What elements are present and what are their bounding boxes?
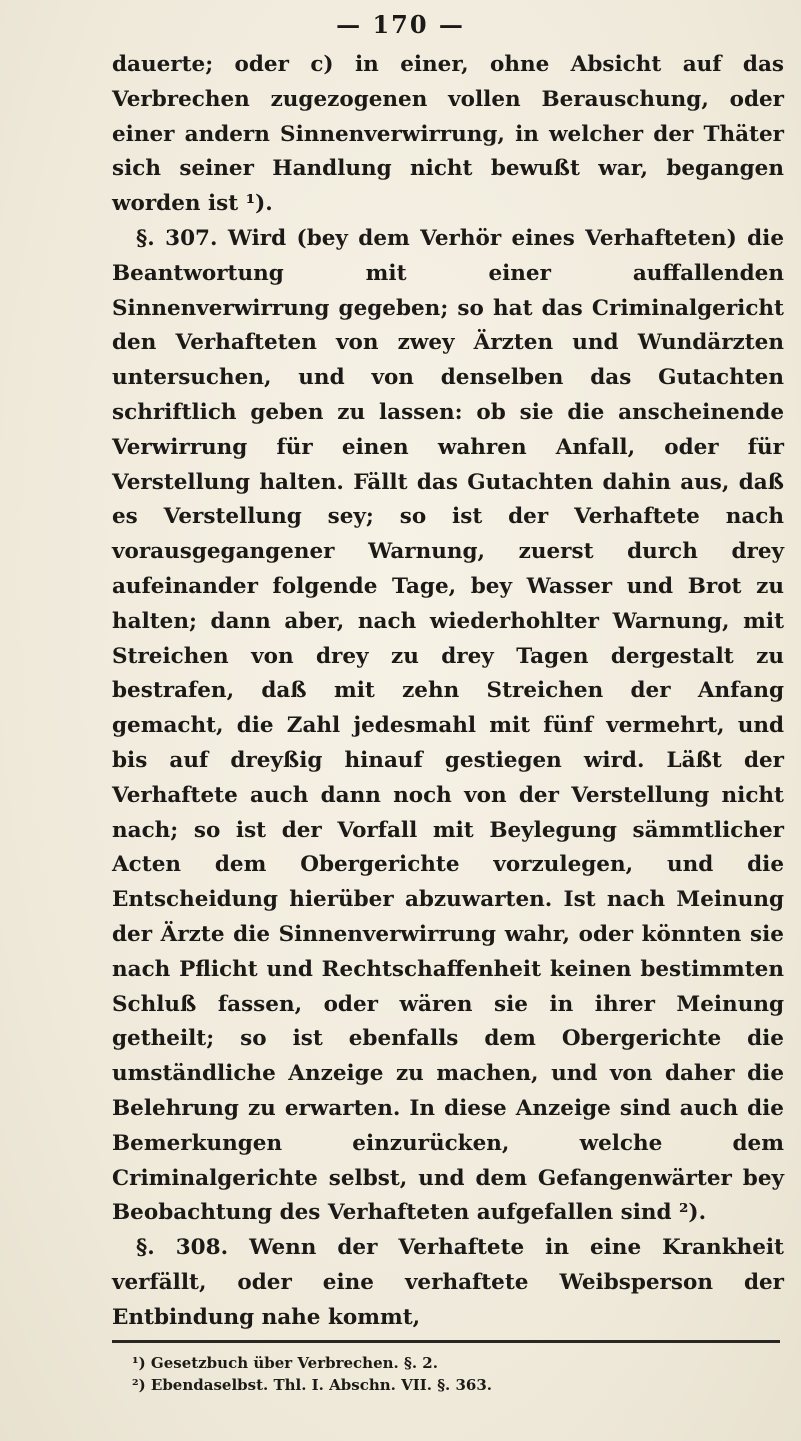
paragraph-section-307: §. 307. Wird (bey dem Verhör eines Verhafteten) die Beantwortung mit einer auffallenden Sinnenverwirrung gegeben; so hat das Criminalgericht den Verhafteten von zwey Ärzten und Wundärzten untersuchen, und von denselben das Gutachten schriftlich geben zu lassen: ob sie die anscheinende Verwirrung für einen wahren Anfall, oder für Verstellung halten. Fällt das Gutachten dahin aus, daß es Verstellung sey; so ist der Verhaftete nach vorausgegangener Warnung, zuerst durch drey aufeinander folgende Tage, bey Wasser und Brot zu halten; dann aber, nach wiederhohlter Warnung, mit Streichen von drey zu drey Tagen dergestalt zu bestrafen, daß mit zehn Streichen der Anfang gemacht, die Zahl jedesmahl mit fünf vermehrt, und bis auf dreyßig hinauf gestiegen wird. Läßt der Verhaftete auch dann noch von der Verstellung nicht nach; so ist der Vorfall mit Beylegung sämmtlicher Acten dem Obergerichte vorzulegen, und die Entscheidung hierüber abzuwarten. Ist nach Meinung der Ärzte die Sinnenverwirrung wahr, oder könnten sie nach Pflicht und Rechtschaffenheit keinen bestimmten Schluß fassen, oder wären sie in ihrer Meinung getheilt; so ist ebenfalls dem Obergerichte die umständliche Anzeige zu machen, und von daher die Belehrung zu erwarten. In diese Anzeige sind auch die Bemerkungen einzurücken, welche dem Criminalgerichte selbst, und dem Gefangenwärter bey Beobachtung des Verhafteten aufgefallen sind ²). [112, 225, 784, 1226]
footnote-2: ²) Ebendaselbst. Thl. I. Abschn. VII. §. 363. [132, 1376, 493, 1394]
footnote-1: ¹) Gesetzbuch über Verbrechen. §. 2. [132, 1354, 438, 1372]
paragraph-section-308: §. 308. Wenn der Verhaftete in eine Krankheit verfällt, oder eine verhaftete Weibsperson der Entbindung nahe kommt, [112, 1235, 784, 1330]
paragraph-continuation: dauerte; oder c) in einer, ohne Absicht auf das Verbrechen zugezogenen vollen Berauschung, oder einer andern Sinnenverwirrung, in welcher der Thäter sich seiner Handlung nicht bewußt war, begangen worden ist ¹). [112, 52, 784, 217]
page-number: — 170 — [336, 10, 465, 39]
footnotes [132, 1352, 772, 1396]
footnote-divider [112, 1340, 780, 1343]
main-text [112, 48, 784, 1335]
